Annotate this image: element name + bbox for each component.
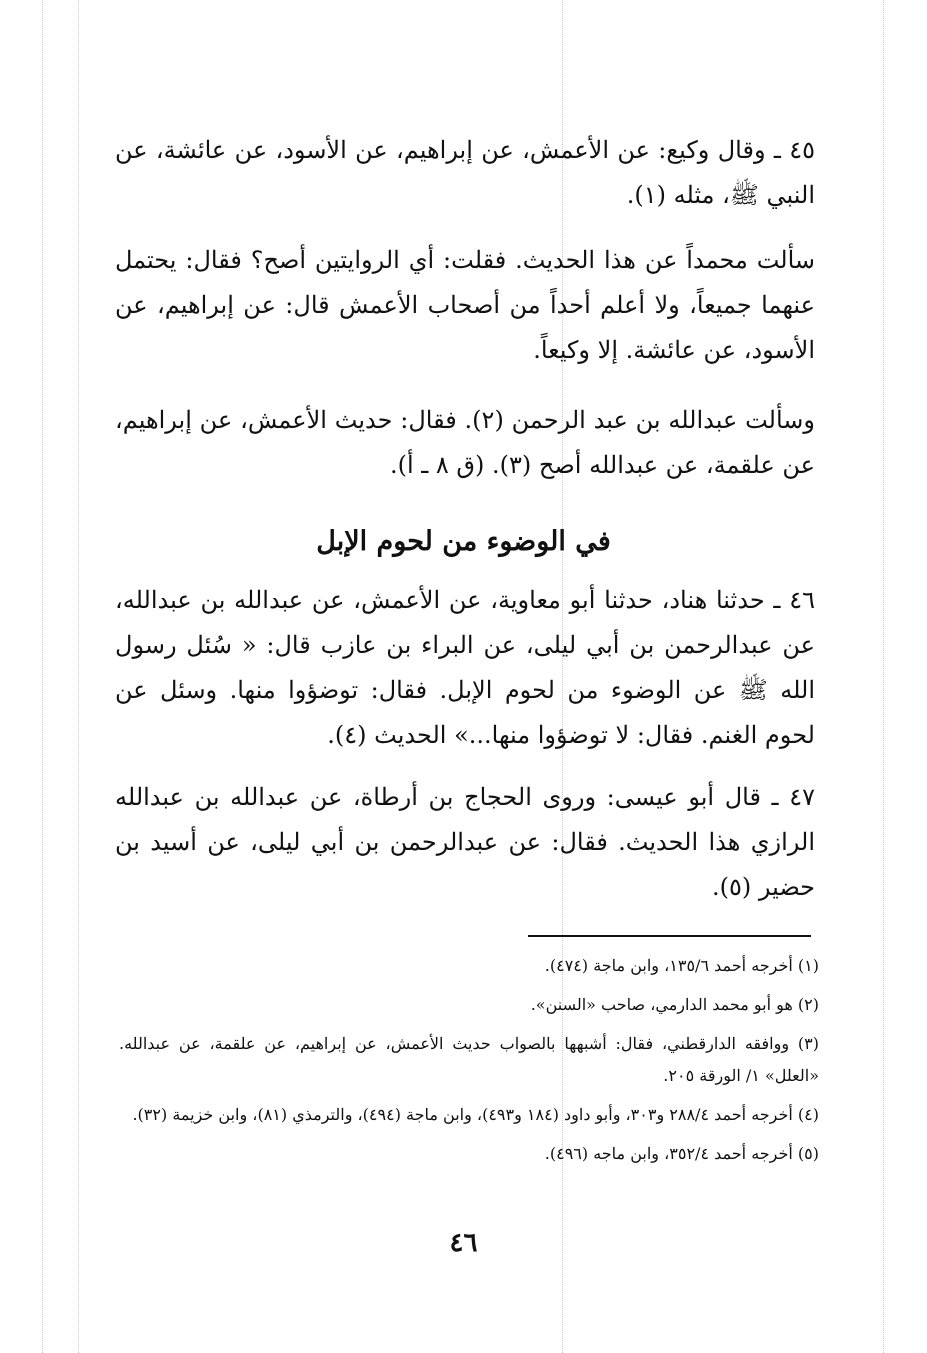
footnote-separator [528,935,811,937]
scan-margin-line [42,0,43,1353]
paragraph-bukhari-question: سألت محمداً عن هذا الحديث. فقلت: أي الروايتين أصح؟ فقال: يحتمل عنهما جميعاً، ولا أعلم أحداً من أصحاب الأعمش قال: عن إبراهيم، عن الأسود، عن عائشة. إلا وكيعاً. [115,246,815,364]
paragraph-hadith-45: ٤٥ ـ وقال وكيع: عن الأعمش، عن إبراهيم، عن الأسود، عن عائشة، عن النبي ﷺ، مثله (١). [115,136,815,209]
footnote-3: (٣) ووافقه الدارقطني، فقال: أشبهها بالصواب حديث الأعمش، عن إبراهيم، عن علقمة، عن عبدالله. «العلل» ١/ الورقة ٢٠٥. [119,1034,819,1085]
section-heading: في الوضوء من لحوم الإبل [316,526,611,557]
footnote-2: (٢) هو أبو محمد الدارمي، صاحب «السنن». [530,995,819,1014]
page-number: ٤٦ [449,1228,478,1258]
footnotes [119,950,819,1177]
scan-margin-line [883,0,884,1353]
footnote-5: (٥) أخرجه أحمد ٣٥٢/٤، وابن ماجه (٤٩٦). [544,1144,819,1163]
paragraph-hadith-47: ٤٧ ـ قال أبو عيسى: وروى الحجاج بن أرطاة، عن عبدالله بن عبدالله الرازي هذا الحديث. فقال: عن عبدالرحمن بن أبي ليلى، عن أسيد بن حضير (٥). [115,783,815,901]
scan-margin-line [78,0,79,1353]
paragraph-darimi-question: وسألت عبدالله بن عبد الرحمن (٢). فقال: حديث الأعمش، عن إبراهيم، عن علقمة، عن عبدالله أصح (٣). (ق ٨ ـ أ). [115,406,816,479]
footnote-1: (١) أخرجه أحمد ١٣٥/٦، وابن ماجة (٤٧٤). [544,956,819,975]
paragraph-hadith-46: ٤٦ ـ حدثنا هناد، حدثنا أبو معاوية، عن الأعمش، عن عبدالله بن عبدالله، عن عبدالرحمن بن أبي ليلى، عن البراء بن عازب قال: « سُئل رسول الله ﷺ عن الوضوء من لحوم الإبل. فقال: توضؤوا منها. وسئل عن لحوم الغنم. فقال: لا توضؤوا منها...» الحديث (٤). [115,586,815,749]
footnote-4: (٤) أخرجه أحمد ٢٨٨/٤ و٣٠٣، وأبو داود (١٨٤ و٤٩٣)، وابن ماجة (٤٩٤)، والترمذي (٨١)، وابن خزيمة (٣٢). [132,1105,819,1124]
